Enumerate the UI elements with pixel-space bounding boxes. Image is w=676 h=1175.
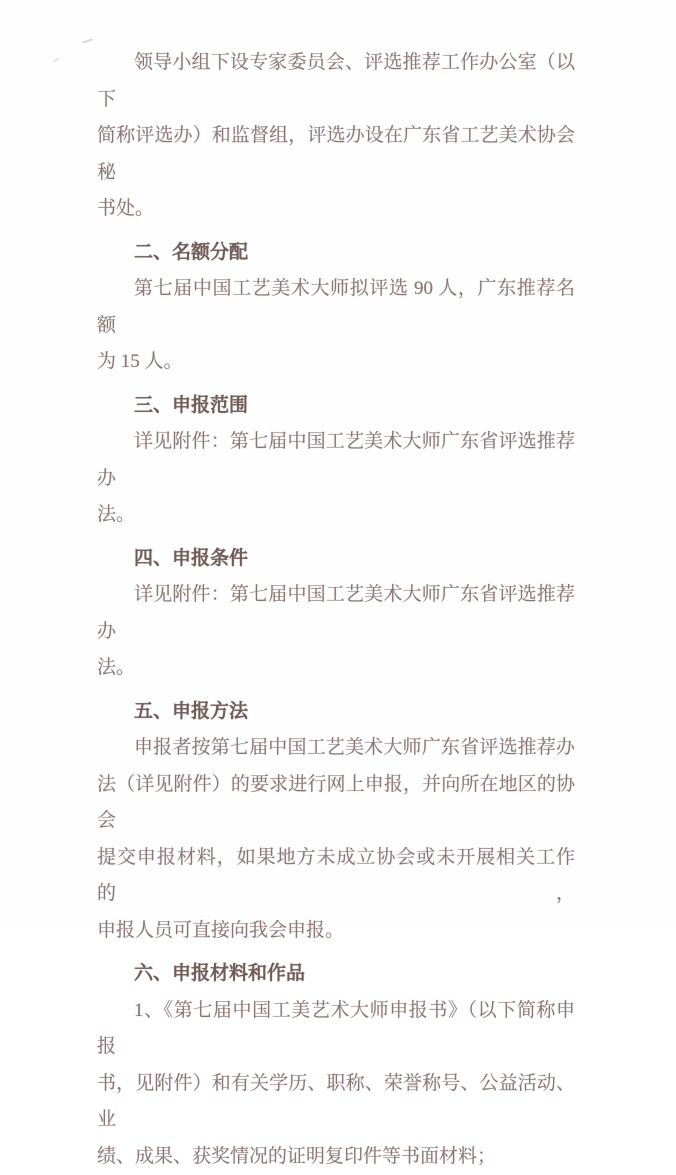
doc-line: 第七届中国工艺美术大师拟评选 90 人，广东推荐名额 xyxy=(97,271,575,344)
scan-artifact xyxy=(53,58,60,63)
doc-line: 法。 xyxy=(97,497,575,534)
doc-line: 提交申报材料，如果地方未成立协会或未开展相关工作的， xyxy=(97,840,575,913)
scan-artifact xyxy=(82,38,93,43)
document-body xyxy=(97,45,575,1175)
section-heading-quota: 二、名额分配 xyxy=(97,235,575,272)
doc-line: 为 15 人。 xyxy=(97,344,575,381)
doc-line: 1、《第七届中国工美艺术大师申报书》（以下简称申报 xyxy=(97,993,575,1066)
doc-line: 详见附件：第七届中国工艺美术大师广东省评选推荐办 xyxy=(97,577,575,650)
doc-line: 详见附件：第七届中国工艺美术大师广东省评选推荐办 xyxy=(97,424,575,497)
doc-line: 领导小组下设专家委员会、评选推荐工作办公室（以下 xyxy=(97,45,575,118)
doc-line: 书处。 xyxy=(97,191,575,228)
section-heading-method: 五、申报方法 xyxy=(97,694,575,731)
doc-line: 申报者按第七届中国工艺美术大师广东省评选推荐办 xyxy=(97,730,575,767)
doc-line: 简称评选办）和监督组，评选办设在广东省工艺美术协会秘 xyxy=(97,118,575,191)
doc-line: 申报人员可直接向我会申报。 xyxy=(97,913,575,950)
doc-line: 法（详见附件）的要求进行网上申报，并向所在地区的协会 xyxy=(97,767,575,840)
doc-line: 绩、成果、获奖情况的证明复印件等书面材料； xyxy=(97,1139,575,1175)
section-heading-materials: 六、申报材料和作品 xyxy=(97,956,575,993)
section-heading-conditions: 四、申报条件 xyxy=(97,541,575,578)
doc-line: 书，见附件）和有关学历、职称、荣誉称号、公益活动、业 xyxy=(97,1066,575,1139)
section-heading-scope: 三、申报范围 xyxy=(97,388,575,425)
doc-line: 法。 xyxy=(97,650,575,687)
